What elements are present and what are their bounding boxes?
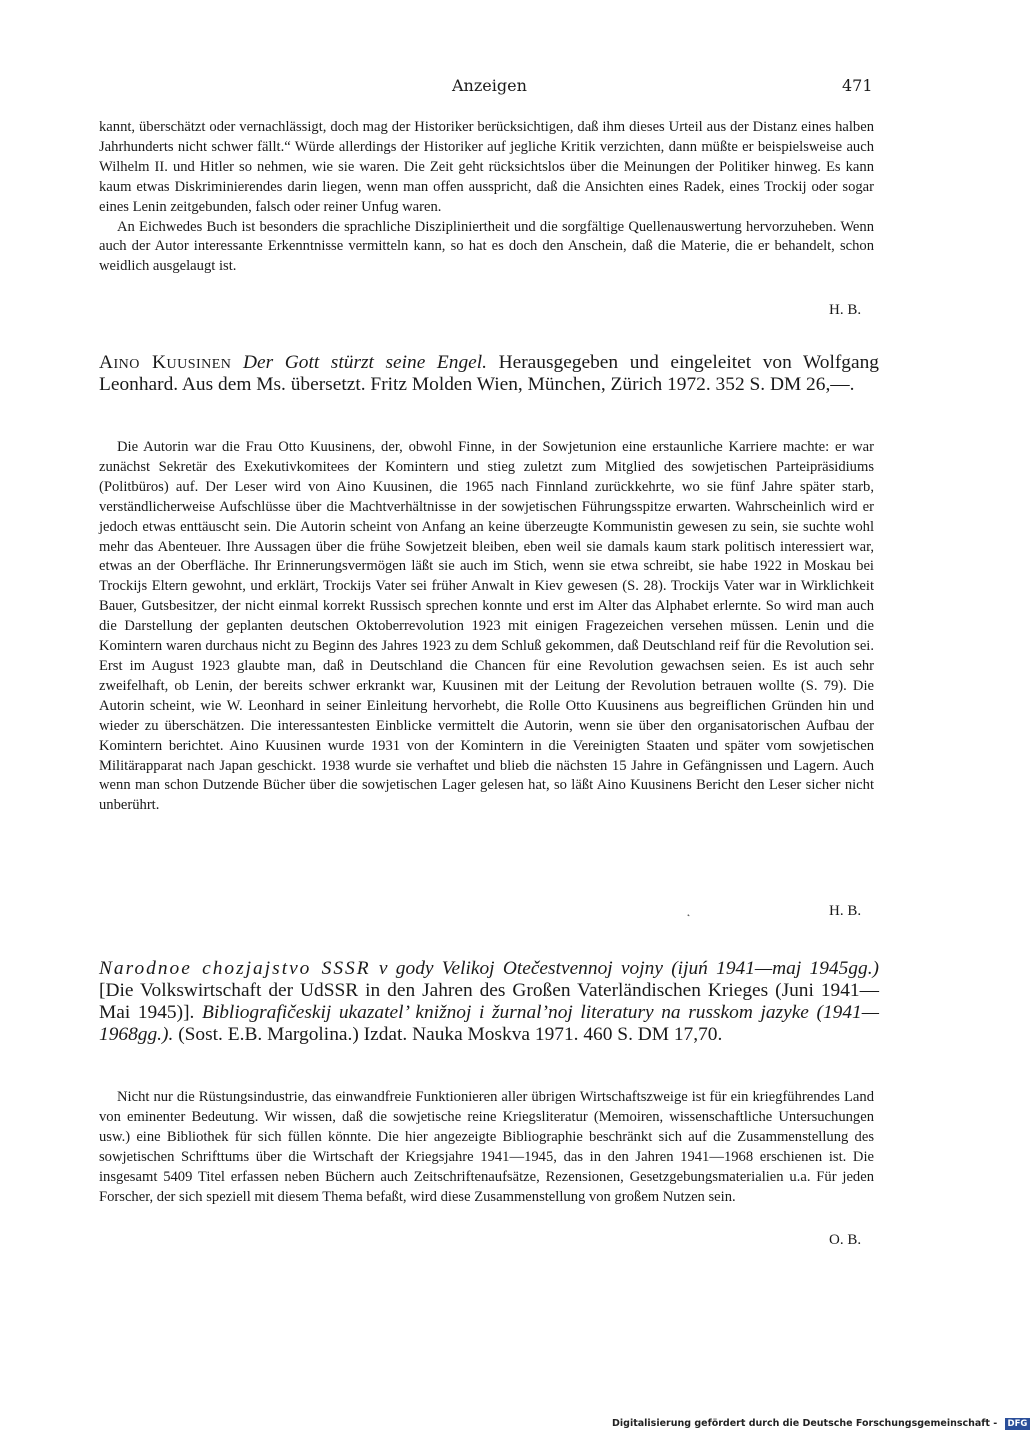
review2-body (99, 438, 874, 816)
review3-signature: O. B. (829, 1232, 862, 1248)
digitization-footer (612, 1418, 1030, 1430)
review2-author: Aino Kuusinen (99, 352, 232, 373)
review3-heading (99, 958, 879, 1046)
review1-signature: H. B. (829, 302, 862, 318)
dfg-logo: DFG (1005, 1418, 1030, 1430)
running-head (0, 76, 1000, 100)
review3-title-rest: v gody Velikoj Otečestvennoj vojny (ijuń 1941—maj 1945gg.) (378, 958, 880, 979)
scan-artifact-dot: ˛ (686, 906, 691, 917)
review3-translation: [Die Volkswirtschaft der UdSSR in den Jahren des Großen Vaterländischen Krieges (Juni 1941—Mai 1945)]. (99, 980, 879, 1023)
review1-body (99, 118, 874, 277)
review2-paragraph: Die Autorin war die Frau Otto Kuusinens, der, obwohl Finne, in der Sowjetunion eine erstaunliche Karriere machte: er war zunächst Sekretär des Exekutivkomitees der Komintern und stieg zuletzt zum Mitglied des sowjetischen Parteipräsidiums (Politbüros) auf. Der Leser wird von Aino Kuusinen, die 1965 nach Finnland zurückkehrte, wo sie fünf Jahre später starb, verständlicherweise Aufschlüsse über die Machtverhältnisse in der sowjetischen Führungsspitze erwarten. Wahrscheinlich wird er jedoch etwas enttäuscht sein. Die Autorin scheint von Anfang an keine überzeugte Kommunistin gewesen zu sein, sie suchte wohl mehr das Abenteuer. Ihre Aussagen über die frühe Sowjetzeit bleiben, eben weil sie damals kaum stark politisch interessiert war, etwas an der Oberfläche. Ihr Erinnerungsvermögen läßt sie auch im Stich, wenn sie etwa schreibt, sie habe 1922 in Moskau bei Trockijs Eltern gewohnt, und erklärt, Trockijs Vater sei früher Anwalt in Kiev gewesen (S. 28). Trockijs Vater war in Wirklichkeit Bauer, Gutsbesitzer, der nicht einmal korrekt Russisch sprechen konnte und erst im Alter das Alphabet erlernte. So wird man auch die Darstellung der geplanten deutschen Oktoberrevolution 1923 mit einigen Fragezeichen versehen müssen. Lenin und die Komintern waren durchaus nicht zu Beginn des Jahres 1923 zu dem Schluß gekommen, daß Deutschland reif für die Revolution sei. Erst im August 1923 glaubte man, daß in Deutschland die Chancen für eine Revolution gewachsen seien. Es ist auch sehr zweifelhaft, ob Lenin, der bereits schwer erkrankt war, Kuusinen mit der Leitung der Revolution betrauen wollte (S. 79). Die Autorin scheint, wie W. Leonhard in seiner Einleitung hervorhebt, die Rolle Otto Kuusinens aus begreiflichen Gründen hin und wieder zu überschätzen. Die interessantesten Einblicke vermittelt die Autorin, wenn sie über den organisatorischen Aufbau der Komintern berichtet. Aino Kuusinen wurde 1931 von der Komintern in die Vereinigten Staaten und später vom sowjetischen Militärapparat nach Japan geschickt. 1938 wurde sie verhaftet und blieb die nächsten 15 Jahre in Gefängnissen und Lagern. Auch wenn man schon Dutzende Bücher über die sowjetischen Lager gelesen hat, so läßt Aino Kuusinens Bericht den Leser sicher nicht unberührt. (99, 439, 874, 814)
review2-details: Herausgegeben und eingeleitet von Wolfgang Leonhard. Aus dem Ms. übersetzt. Fritz Molden Wien, München, Zürich 1972. 352 S. DM 26,—. (99, 352, 879, 395)
review1-paragraph-1: kannt, überschätzt oder vernachlässigt, doch mag der Historiker berücksichtigen, daß ihm dieses Urteil aus der Distanz eines halben Jahrhunderts nicht schwer fällt.“ Würde allerdings der Historiker auf jegliche Kritik verzichten, dann müßte er beispielsweise auch Wilhelm II. und Hitler so nehmen, wie sie waren. Die Zeit geht rücksichtslos über die Meinungen der Politiker hinweg. Es kann kaum etwas Diskriminierendes darin liegen, wenn man offen ausspricht, daß die Ansichten eines Radek, eines Trockij oder sogar eines Lenin zeitgebunden, falsch oder reiner Unfug waren. (99, 119, 874, 215)
page-number: 471 (842, 76, 873, 95)
review3-paragraph: Nicht nur die Rüstungsindustrie, das einwandfreie Funktionieren aller übrigen Wirtschaftszweige ist für ein kriegführendes Land von eminenter Bedeutung. Wir wissen, daß die sowjetische reine Kriegsliteratur (Memoiren, wissenschaftliche Untersuchungen usw.) eine Bibliothek für sich füllen könnte. Die hier angezeigte Bibliographie beschränkt sich auf die Zusammenstellung des sowjetischen Schrifttums über die Wirtschaft der Kriegsjahre 1941—1945, das in den Jahren 1941—1968 erschienen ist. Die insgesamt 5409 Titel erfassen neben Büchern auch Zeitschriftenaufsätze, Rezensionen, Gesetzgebungsmaterialien u.a. Für jeden Forscher, der sich speziell mit diesem Thema befaßt, wird diese Zusammenstellung von großem Nutzen sein. (99, 1089, 874, 1205)
review2-heading (99, 352, 879, 396)
review2-signature: H. B. (829, 903, 862, 919)
review1-paragraph-2: An Eichwedes Buch ist besonders die sprachliche Diszipliniertheit und die sorgfältige Quellenauswertung hervorzuheben. Wenn auch der Autor interessante Erkenntnisse vermitteln kann, so hat es doch den Anschein, daß die Materie, die er behandelt, schon weidlich ausgelaugt ist. (99, 218, 874, 275)
running-head-title: Anzeigen (452, 76, 527, 95)
review3-body (99, 1088, 874, 1207)
footer-text: Digitalisierung gefördert durch die Deutsche Forschungsgemeinschaft - (612, 1418, 998, 1429)
review2-title: Der Gott stürzt seine Engel. (243, 352, 487, 373)
review3-details: (Sost. E.B. Margolina.) Izdat. Nauka Moskva 1971. 460 S. DM 17,70. (178, 1024, 723, 1045)
review3-series-title: Bibliografičeskij ukazatel’ knižnoj i žurnal’noj literatury na russkom jazyke (1941—1968gg.). (99, 1002, 879, 1045)
review3-title-spaced: Narodnoe chozjajstvo SSSR (99, 958, 371, 979)
